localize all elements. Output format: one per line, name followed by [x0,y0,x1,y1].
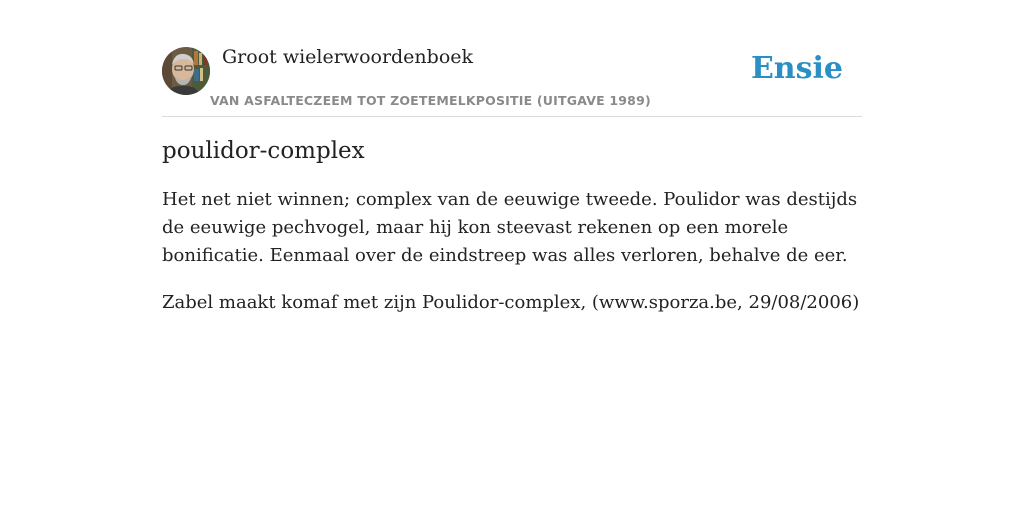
header [162,46,862,117]
author-avatar[interactable] [162,47,210,95]
entry-term: poulidor-complex [162,138,365,164]
entry-definition: Het net niet winnen; complex van de eeuwige tweede. Poulidor was destijds de eeuwige pechvogel, maar hij kon steevast rekenen op een morele bonificatie. Eenmaal over de eindstreep was alles verloren, behalve de eer. [162,189,858,266]
dictionary-entry [162,138,862,317]
ensie-logo-link[interactable]: Ensie [750,51,843,86]
entry-example: Zabel maakt komaf met zijn Poulidor-complex, (www.sporza.be, 29/08/2006) [162,292,860,313]
book-title[interactable]: Groot wielerwoordenboek [222,46,474,68]
book-subtitle: VAN ASFALTECZEEM TOT ZOETEMELKPOSITIE (UITGAVE 1989) [210,93,651,108]
